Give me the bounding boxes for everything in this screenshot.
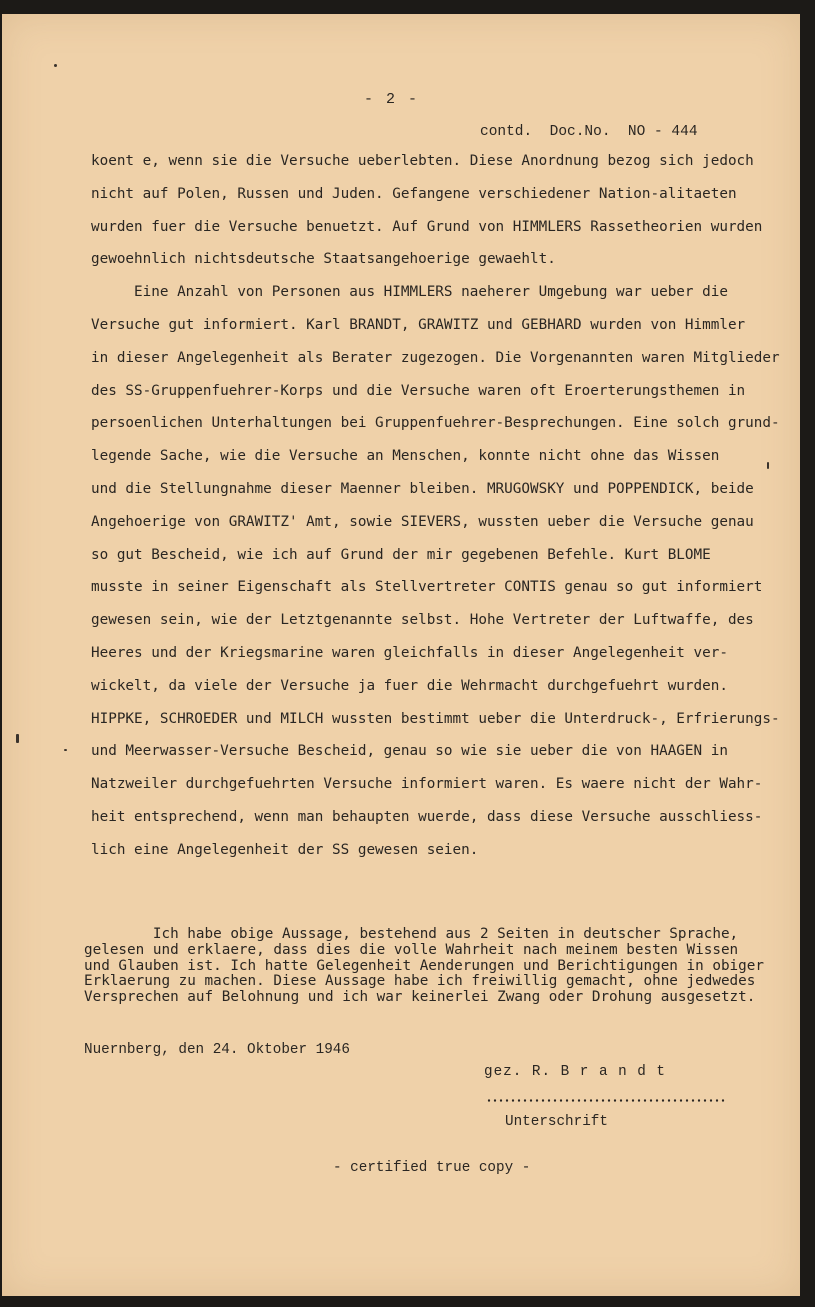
paper-speck [767,462,769,469]
paper-speck [16,734,19,743]
body-line: und die Stellungnahme dieser Maenner bleiben. MRUGOWSKY und POPPENDICK, beide [91,480,754,497]
attestation-line: Ich habe obige Aussage, bestehend aus 2 Seiten in deutscher Sprache, [84,926,739,942]
body-line: Versuche gut informiert. Karl BRANDT, GRAWITZ und GEBHARD wurden von Himmler [91,316,746,333]
body-line: nicht auf Polen, Russen und Juden. Gefangene verschiedener Nation-alitaeten [91,185,737,202]
body-line: des SS-Gruppenfuehrer-Korps und die Versuche waren oft Eroerterungsthemen in [91,382,746,399]
paper-speck [54,64,57,67]
body-line: lich eine Angelegenheit der SS gewesen seien. [91,841,479,858]
body-line: wickelt, da viele der Versuche ja fuer die Wehrmacht durchgefuehrt wurden. [91,677,728,694]
body-line: Eine Anzahl von Personen aus HIMMLERS naeherer Umgebung war ueber die [91,284,728,301]
attestation-paragraph [84,927,784,1006]
attestation-line: gelesen und erklaere, dass dies die volle Wahrheit nach meinem besten Wissen [84,941,739,958]
body-line: persoenlichen Unterhaltungen bei Gruppenfuehrer-Besprechungen. Eine solch grund- [91,415,780,432]
body-line: Heeres und der Kriegsmarine waren gleichfalls in dieser Angelegenheit ver- [91,644,728,661]
document-reference: contd. Doc.No. NO - 444 [480,124,698,140]
body-line: heit entsprechend, wenn man behaupten wuerde, dass diese Versuche ausschliess- [91,808,763,825]
paper-speck [64,749,67,751]
body-line: und Meerwasser-Versuche Bescheid, genau so wie sie ueber die von HAAGEN in [91,743,728,760]
certified-copy-note: - certified true copy - [333,1160,531,1176]
signature-dotted-line [486,1099,726,1102]
body-line: musste in seiner Eigenschaft als Stellvertreter CONTIS genau so gut informiert [91,579,763,596]
body-text [91,145,780,867]
attestation-line: Erklaerung zu machen. Diese Aussage habe ich freiwillig gemacht, ohne jedwedes [84,973,756,990]
body-line: so gut Bescheid, wie ich auf Grund der mir gegebenen Befehle. Kurt BLOME [91,546,711,563]
body-line: wurden fuer die Versuche benuetzt. Auf Grund von HIMMLERS Rassetheorien wurden [91,218,763,235]
body-line: Angehoerige von GRAWITZ' Amt, sowie SIEVERS, wussten ueber die Versuche genau [91,513,754,530]
place-date: Nuernberg, den 24. Oktober 1946 [84,1042,350,1058]
body-line: Natzweiler durchgefuehrten Versuche informiert waren. Es waere nicht der Wahr- [91,776,763,793]
attestation-line: und Glauben ist. Ich hatte Gelegenheit Aenderungen und Berichtigungen in obiger [84,957,764,974]
signature: gez. R. B r a n d t [484,1064,667,1080]
body-line: gewesen sein, wie der Letztgenannte selbst. Hohe Vertreter der Luftwaffe, des [91,612,754,629]
body-line: legende Sache, wie die Versuche an Menschen, konnte nicht ohne das Wissen [91,448,720,465]
attestation-line: Versprechen auf Belohnung und ich war keinerlei Zwang oder Drohung ausgesetzt. [84,989,756,1006]
body-line: koent e, wenn sie die Versuche ueberlebten. Diese Anordnung bezog sich jedoch [91,153,754,169]
body-line: in dieser Angelegenheit als Berater zugezogen. Die Vorgenannten waren Mitglieder [91,349,780,366]
signature-caption: Unterschrift [505,1114,608,1130]
body-line: HIPPKE, SCHROEDER und MILCH wussten bestimmt ueber die Unterdruck-, Erfrierungs- [91,710,780,727]
body-line: gewoehnlich nichtsdeutsche Staatsangehoerige gewaehlt. [91,251,556,268]
page-number: - 2 - [364,91,420,108]
document-page [2,14,800,1296]
